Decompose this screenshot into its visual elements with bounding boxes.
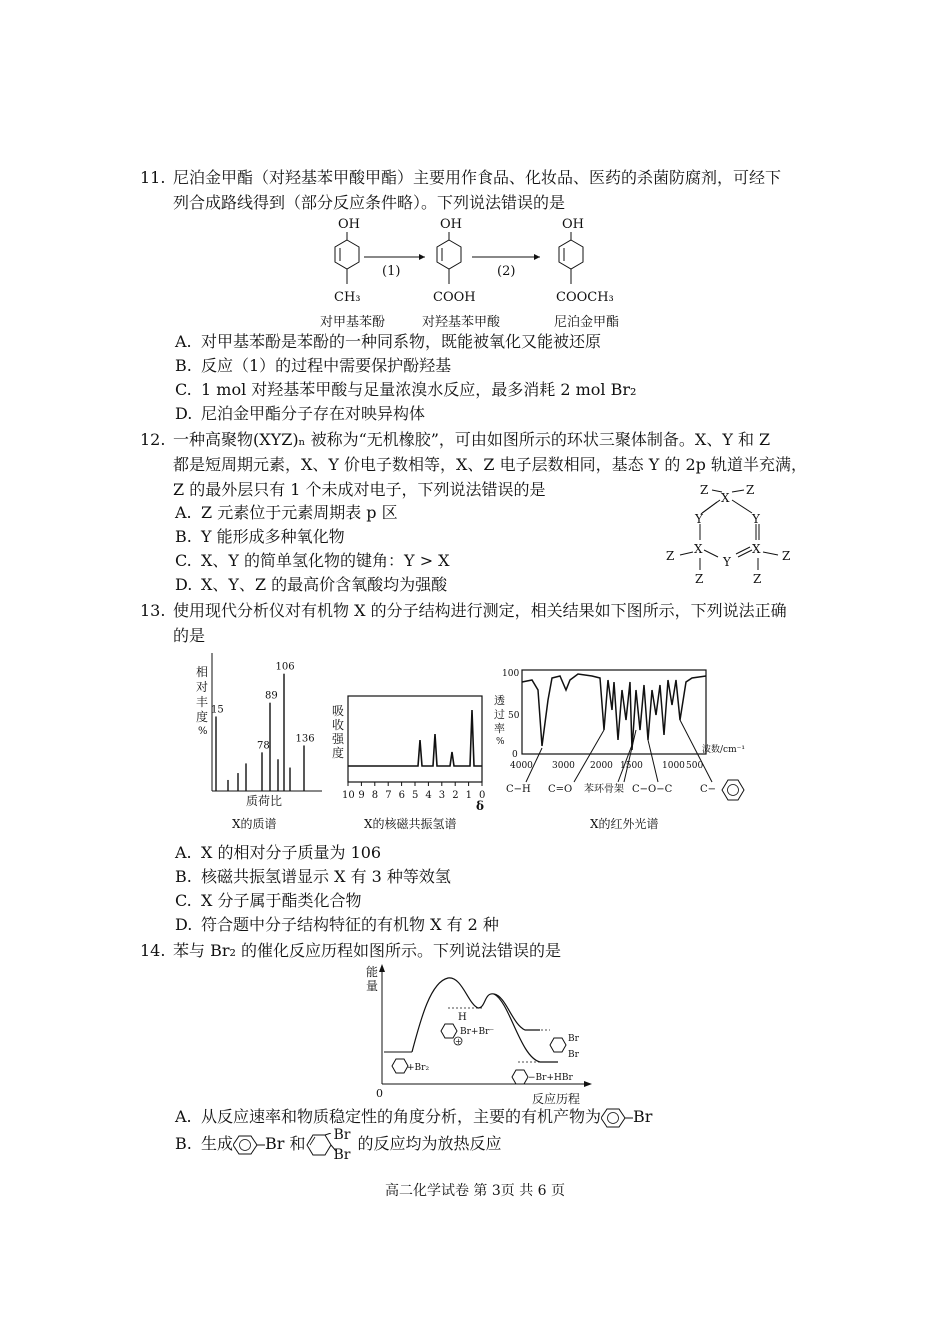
question-11 xyxy=(140,165,820,215)
option-11a: A. 对甲基苯酚是苯酚的一种同系物，既能被氧化又能被还原 xyxy=(175,332,602,351)
energy-ylabel-char: 能 xyxy=(366,965,379,979)
ms-peak-label: 89 xyxy=(265,690,278,702)
benzene-ring-icon xyxy=(512,1070,528,1084)
ir-xtick: 1000 xyxy=(662,761,685,771)
atom-z: Z xyxy=(700,483,709,497)
positive-charge: + xyxy=(455,1037,462,1046)
intermediate-label: Br+Br⁻ xyxy=(460,1027,495,1037)
benzene-ring-icon xyxy=(392,1059,408,1073)
ir-band-label: C−O−C xyxy=(632,784,673,795)
ms-peak-label: 78 xyxy=(257,740,270,752)
question-text-line: 都是短周期元素，X、Y 价电子数相等，X、Z 电子层数相同，基态 Y 的 2p 轨道半充满， xyxy=(173,455,807,474)
atom-z: Z xyxy=(753,572,762,586)
oh-label: OH xyxy=(562,217,584,232)
energy-profile-diagram xyxy=(360,962,620,1107)
nmr-ylabel-char: 强 xyxy=(332,732,345,746)
atom-x: X xyxy=(721,491,730,505)
step-1-label: (1) xyxy=(382,264,401,279)
energy-xlabel: 反应历程 xyxy=(532,1092,581,1106)
atom-z: Z xyxy=(782,549,791,563)
question-text-line: 苯与 Br₂ 的催化反应历程如图所示。下列说法错误的是 xyxy=(173,941,561,960)
question-text-line: 列合成路线得到（部分反应条件略）。下列说法错误的是 xyxy=(173,193,566,212)
product-br: Br xyxy=(568,1050,579,1060)
reactant-label: +Br₂ xyxy=(407,1063,430,1073)
substituent-ch3: CH₃ xyxy=(334,290,361,305)
option-11b: B. 反应（1）的过程中需要保护酚羟基 xyxy=(175,356,452,375)
product-br: Br xyxy=(568,1034,579,1044)
ms-xlabel: 质荷比 xyxy=(246,794,283,808)
ir-xtick: 500 xyxy=(686,761,704,771)
benzene-ring-icon xyxy=(306,1133,336,1157)
atom-y: Y xyxy=(695,512,703,526)
question-13 xyxy=(140,598,820,648)
ir-band-label: C− xyxy=(700,784,717,795)
nmr-ylabel-char: 收 xyxy=(332,718,345,732)
atom-z: Z xyxy=(666,549,675,563)
nmr-caption: X的核磁共振氢谱 xyxy=(364,817,457,831)
ms-peak-label: 106 xyxy=(275,661,295,673)
ir-xtick: 1500 xyxy=(620,761,643,771)
oh-label: OH xyxy=(440,217,462,232)
nmr-delta: δ xyxy=(476,799,485,813)
ms-peak-label: 136 xyxy=(295,733,315,745)
ms-peak-label: 15 xyxy=(211,704,224,716)
option-14b: B. 生成 Br 和 Br Br 的反应均为放热反应 xyxy=(175,1132,502,1157)
option-14a: A. 从反应速率和物质稳定性的角度分析，主要的有机产物为 Br xyxy=(175,1105,652,1129)
step-2-label: (2) xyxy=(497,264,516,279)
atom-x: X xyxy=(694,542,703,556)
ir-ylabel-char: 透 xyxy=(494,694,505,707)
question-number: 11. xyxy=(140,168,166,187)
cyclic-trimer-structure xyxy=(660,480,800,590)
ir-ytick: 100 xyxy=(502,669,520,679)
nmr-ylabel-char: 度 xyxy=(332,746,345,760)
nmr-tick-label: 4 xyxy=(425,790,432,801)
atom-y: Y xyxy=(752,512,760,526)
benzene-ring-icon xyxy=(233,1134,265,1156)
option-11c: C. 1 mol 对羟基苯甲酸与足量浓溴水反应，最多消耗 2 mol Br₂ xyxy=(175,380,637,399)
compound-name-1: 对甲基苯酚 xyxy=(320,315,386,330)
ir-caption: X的红外光谱 xyxy=(590,817,659,831)
nmr-tick-label: 5 xyxy=(412,790,419,801)
nmr-tick-label: 8 xyxy=(371,790,379,801)
option-13a: A. X 的相对分子质量为 106 xyxy=(175,843,382,862)
atom-x: X xyxy=(752,542,761,556)
ir-ylabel-char: 率 xyxy=(494,722,505,735)
ms-ylabel-char: % xyxy=(198,726,208,737)
synthesis-scheme xyxy=(300,212,660,337)
substituent-cooch3: COOCH₃ xyxy=(556,290,614,305)
nmr-tick-label: 0 xyxy=(479,790,486,801)
nmr-ylabel-char: 吸 xyxy=(332,704,345,718)
ir-xunit: 波数/cm⁻¹ xyxy=(702,745,745,755)
ms-ylabel-char: 对 xyxy=(196,680,209,694)
ms-caption: X的质谱 xyxy=(232,817,277,831)
question-14 xyxy=(140,938,820,963)
ms-ylabel-char: 度 xyxy=(196,710,209,724)
oh-label: OH xyxy=(338,217,360,232)
ir-spectrum-chart xyxy=(490,660,755,833)
ir-band-label: C−H xyxy=(506,784,531,795)
question-number: 13. xyxy=(140,601,166,620)
ir-xtick: 2000 xyxy=(590,761,613,771)
nmr-tick-label: 3 xyxy=(438,790,446,801)
question-text-line: 一种高聚物(XYZ)ₙ 被称为“无机橡胶”，可由如图所示的环状三聚体制备。X、Y 和 Z xyxy=(173,430,771,449)
ir-ytick: 50 xyxy=(508,711,520,721)
atom-z: Z xyxy=(746,483,755,497)
nmr-tick-label: 2 xyxy=(452,790,459,801)
ir-xtick: 4000 xyxy=(510,761,533,771)
atom-y: Y xyxy=(723,555,731,569)
nmr-tick-label: 7 xyxy=(385,790,392,801)
ir-trace xyxy=(522,674,706,750)
compound-name-2: 对羟基苯甲酸 xyxy=(422,315,501,330)
atom-z: Z xyxy=(695,572,704,586)
question-text-line: Z 的最外层只有 1 个未成对电子，下列说法错误的是 xyxy=(173,480,546,499)
question-number: 12. xyxy=(140,430,166,449)
nmr-spectrum-chart xyxy=(328,690,498,833)
option-12a: A. Z 元素位于元素周期表 p 区 xyxy=(175,503,398,522)
substituent-br: Br xyxy=(333,1126,351,1143)
question-number: 14. xyxy=(140,941,166,960)
nmr-tick-label: 1 xyxy=(465,790,472,801)
option-13d: D. 符合题中分子结构特征的有机物 X 有 2 种 xyxy=(175,915,499,934)
product-label: −Br+HBr xyxy=(528,1073,573,1083)
option-13c: C. X 分子属于酯类化合物 xyxy=(175,891,362,910)
nmr-trace xyxy=(348,710,482,766)
compound-name-3: 尼泊金甲酯 xyxy=(554,315,620,330)
option-12c: C. X、Y 的简单氢化物的键角：Y > X xyxy=(175,551,450,570)
question-text-line: 使用现代分析仪对有机物 X 的分子结构进行测定，相关结果如下图所示，下列说法正确 xyxy=(173,601,787,620)
ir-ylabel-char: 过 xyxy=(494,708,505,721)
benzene-ring-icon xyxy=(722,780,744,800)
question-text-line: 尼泊金甲酯（对羟基苯甲酸甲酯）主要用作食品、化妆品、医药的杀菌防腐剂，可经下 xyxy=(173,168,782,187)
energy-curve-alt xyxy=(494,994,558,1062)
question-text-line: 的是 xyxy=(173,626,206,645)
benzene-ring-icon xyxy=(550,1038,566,1052)
nmr-tick-label: 6 xyxy=(398,790,405,801)
benzene-ring-icon xyxy=(441,1024,457,1038)
ir-ylabel-char: % xyxy=(496,737,505,747)
ir-ytick: 0 xyxy=(512,750,518,760)
origin-label: 0 xyxy=(376,1087,383,1100)
ir-xtick: 3000 xyxy=(552,761,575,771)
nmr-tick-label: 10 xyxy=(342,790,355,801)
energy-ylabel-char: 量 xyxy=(366,979,379,993)
intermediate-h: H xyxy=(458,1012,467,1023)
option-11d: D. 尼泊金甲酯分子存在对映异构体 xyxy=(175,404,426,423)
benzene-ring-icon xyxy=(601,1107,633,1129)
option-13b: B. 核磁共振氢谱显示 X 有 3 种等效氢 xyxy=(175,867,451,886)
option-12b: B. Y 能形成多种氧化物 xyxy=(175,527,345,546)
mass-spectrum-chart xyxy=(190,648,330,833)
page-footer: 高二化学试卷 第 3页 共 6 页 xyxy=(384,1183,566,1199)
nmr-tick-label: 9 xyxy=(358,790,365,801)
ms-ylabel-char: 丰 xyxy=(196,695,209,709)
substituent-br: Br xyxy=(333,1146,351,1163)
ir-band-label: 苯环骨架 xyxy=(584,784,624,795)
substituent-cooh: COOH xyxy=(433,290,476,305)
ms-ylabel-char: 相 xyxy=(196,665,209,679)
ir-band-label: C=O xyxy=(548,784,573,795)
option-12d: D. X、Y、Z 的最高价含氧酸均为强酸 xyxy=(175,575,448,594)
